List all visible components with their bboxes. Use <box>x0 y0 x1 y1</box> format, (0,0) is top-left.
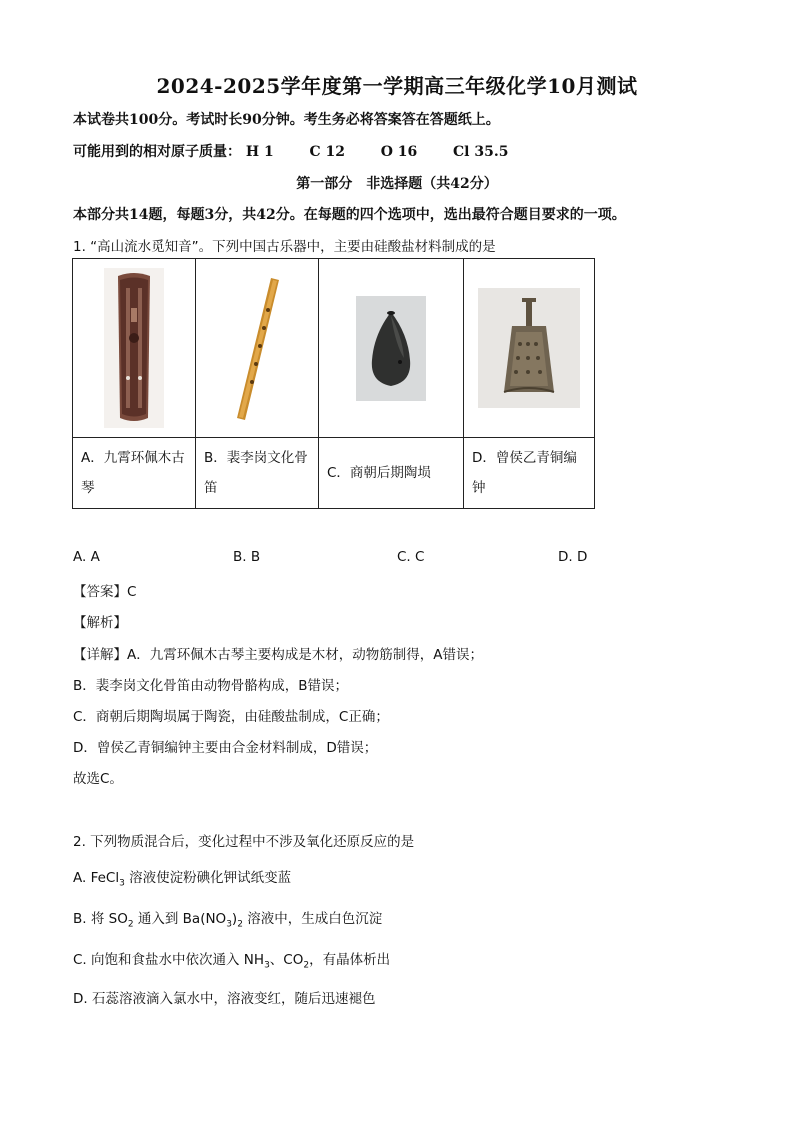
question2-stem: 2. 下列物质混合后，变化过程中不涉及氧化还原反应的是 <box>73 834 415 850</box>
pottery-xun-image <box>356 296 426 401</box>
detail-line-a <box>73 643 483 663</box>
detail-line-b: B．裴李岗文化骨笛由动物骨骼构成，B错误； <box>73 678 349 694</box>
atomic-mass-label: 可能用到的相对原子质量： <box>73 144 241 160</box>
q2-b-mid: 通入到 Ba(NO <box>133 911 227 927</box>
q2-b-sub1: 2 <box>127 919 134 930</box>
q2-b-prefix: B. 将 SO <box>73 911 128 927</box>
q2-b-close: ) <box>231 911 238 927</box>
detail-line-d: D．曾侯乙青铜编钟主要由合金材料制成，D错误； <box>73 740 378 756</box>
guqin-image <box>104 268 164 428</box>
part-instruction: 本部分共14题，每题3分，共42分。在每题的四个选项中，选出最符合题目要求的一项。 <box>73 207 626 223</box>
analysis-tag: 【解析】 <box>73 615 127 631</box>
part-title: 第一部分 非选择题（共42分） <box>296 176 498 192</box>
q2-c-mid: 、CO <box>269 952 304 968</box>
choice-a: A. A <box>73 549 100 565</box>
question2-option-c <box>73 948 390 971</box>
option-a-image-cell <box>73 259 196 438</box>
choice-b: B. B <box>233 549 261 565</box>
option-c-image-cell <box>319 259 464 438</box>
bronze-bell-image <box>478 288 580 408</box>
answer-tag: 【答案】 <box>73 584 127 600</box>
q2-a-sub: 3 <box>119 878 125 889</box>
option-c-label: C．商朝后期陶埙 <box>319 438 464 509</box>
atomic-mass-c: C 12 <box>309 144 345 160</box>
option-b-label: B．裴李岗文化骨笛 <box>196 438 319 509</box>
option-d-label: D．曾侯乙青铜编钟 <box>464 438 595 509</box>
choice-c: C. C <box>397 549 425 565</box>
detail-line-c: C．商朝后期陶埙属于陶瓷，由硅酸盐制成，C正确； <box>73 709 389 725</box>
answer-line <box>73 580 136 600</box>
atomic-mass-o: O 16 <box>380 144 418 160</box>
question1-options-table <box>72 258 595 509</box>
q2-c-sub2: 2 <box>303 960 310 971</box>
q2-b-sub2: 3 <box>226 919 232 930</box>
detail-tag: 【详解】 <box>73 647 127 663</box>
exam-intro: 本试卷共100分。考试时长90分钟。考生务必将答案答在答题纸上。 <box>73 112 500 128</box>
answer-value: C <box>127 584 137 600</box>
choice-d: D. D <box>558 549 588 565</box>
q2-a-prefix: A. FeCl <box>73 870 120 886</box>
question2-option-a <box>73 866 291 889</box>
detail-text-a: A．九霄环佩木古琴主要构成是木材，动物筋制得，A错误； <box>127 647 483 663</box>
option-b-image-cell <box>196 259 319 438</box>
page-title: 2024-2025学年度第一学期高三年级化学10月测试 <box>156 74 638 98</box>
atomic-mass-cl: Cl 35.5 <box>453 144 509 160</box>
detail-conclusion: 故选C。 <box>73 771 123 787</box>
q2-a-rest: 溶液使淀粉碘化钾试纸变蓝 <box>124 870 292 886</box>
question2-option-d: D. 石蕊溶液滴入氯水中，溶液变红，随后迅速褪色 <box>73 991 376 1007</box>
option-a-label: A．九霄环佩木古琴 <box>73 438 196 509</box>
atomic-mass-h: H 1 <box>245 144 274 160</box>
option-d-image-cell <box>464 259 595 438</box>
q2-c-rest: ，有晶体析出 <box>309 952 391 968</box>
q2-b-rest: 溶液中，生成白色沉淀 <box>242 911 383 927</box>
atomic-mass-line <box>73 141 508 161</box>
q2-c-prefix: C. 向饱和食盐水中依次通入 NH <box>73 952 265 968</box>
bone-flute-image <box>223 272 291 424</box>
q2-c-sub1: 3 <box>264 960 270 971</box>
q2-b-sub3: 2 <box>237 919 243 930</box>
question1-stem: 1. “高山流水觅知音”。下列中国古乐器中，主要由硅酸盐材料制成的是 <box>73 239 496 255</box>
question2-option-b <box>73 907 382 930</box>
